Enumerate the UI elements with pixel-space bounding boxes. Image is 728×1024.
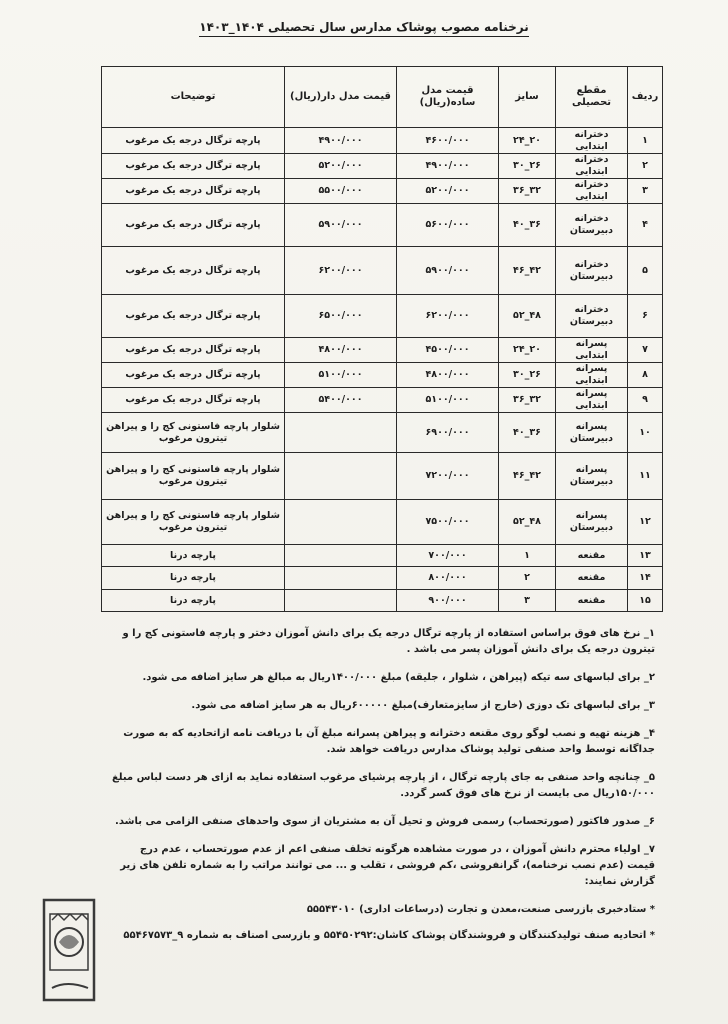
table-row [102, 413, 663, 453]
table-row [102, 388, 663, 413]
cell-notes: شلوار پارچه فاستونی کج را و پیراهن تیترون مرغوب [102, 453, 285, 500]
cell-price-model [285, 590, 397, 612]
cell-size: ۲۶_۳۰ [499, 154, 556, 179]
cell-size: ۲۶_۳۰ [499, 363, 556, 388]
cell-size: ۳۲_۳۶ [499, 388, 556, 413]
cell-price-simple: ۴۵۰۰/۰۰۰ [397, 338, 499, 363]
cell-size: ۳ [499, 590, 556, 612]
header-notes: توضیحات [102, 67, 285, 128]
cell-price-simple: ۶۹۰۰/۰۰۰ [397, 413, 499, 453]
table-body [102, 128, 663, 612]
contact-2: * اتحادیه صنف تولیدکنندگان و فروشندگان پوشاک کاشان:۵۵۴۵۰۲۹۲ و بازرسی اصناف به شماره ۹_۵۵۴۶۷۵۷۳ [123, 930, 655, 941]
cell-price-model [285, 500, 397, 545]
cell-notes: شلوار پارچه فاستونی کج را و پیراهن تیترون مرغوب [102, 500, 285, 545]
cell-price-simple: ۴۸۰۰/۰۰۰ [397, 363, 499, 388]
cell-row-number: ۴ [628, 204, 663, 247]
cell-size: ۲۰_۲۴ [499, 128, 556, 154]
header-level: مقطع تحصیلی [556, 67, 628, 128]
cell-notes: پارچه ترگال درجه یک مرغوب [102, 179, 285, 204]
cell-size: ۳۶_۴۰ [499, 204, 556, 247]
price-table [101, 66, 663, 612]
cell-size: ۴۲_۴۶ [499, 453, 556, 500]
table-row [102, 453, 663, 500]
cell-price-simple: ۴۹۰۰/۰۰۰ [397, 154, 499, 179]
cell-price-model [285, 545, 397, 567]
cell-level: مقنعه [556, 545, 628, 567]
cell-notes: پارچه درنا [102, 545, 285, 567]
cell-notes: شلوار پارچه فاستونی کج را و پیراهن تیترون مرغوب [102, 413, 285, 453]
cell-price-model: ۶۲۰۰/۰۰۰ [285, 247, 397, 295]
table-row [102, 500, 663, 545]
title-text: نرخنامه مصوب پوشاک مدارس سال تحصیلی ۱۴۰۴_۱۴۰۳ [199, 20, 528, 37]
note-6: ۶_ صدور فاکتور (صورتحساب) رسمی فروش و تحیل آن به مشتریان از سوی واحدهای صنفی الزامی می باشد. [115, 816, 655, 827]
cell-price-model: ۶۵۰۰/۰۰۰ [285, 295, 397, 338]
note-1: ۱_ نرخ های فوق براساس استفاده از پارچه ترگال درجه یک برای دانش آموزان دختر و پارچه فاستونی کج را و تیترون درجه یک برای دانش آموزان پسر می باشد . [122, 628, 655, 655]
cell-level: پسرانه دبیرستان [556, 453, 628, 500]
cell-price-simple: ۵۲۰۰/۰۰۰ [397, 179, 499, 204]
document-title [0, 20, 728, 34]
cell-level: پسرانه ابتدایی [556, 388, 628, 413]
cell-price-simple: ۵۹۰۰/۰۰۰ [397, 247, 499, 295]
cell-level: پسرانه ابتدایی [556, 363, 628, 388]
table-row [102, 363, 663, 388]
table-row [102, 295, 663, 338]
cell-notes: پارچه ترگال درجه یک مرغوب [102, 295, 285, 338]
table-row [102, 567, 663, 590]
notes-section [110, 626, 655, 956]
cell-row-number: ۱۰ [628, 413, 663, 453]
header-row-number: ردیف [628, 67, 663, 128]
cell-notes: پارچه ترگال درجه یک مرغوب [102, 128, 285, 154]
cell-price-model [285, 453, 397, 500]
cell-level: مقنعه [556, 590, 628, 612]
cell-price-simple: ۴۶۰۰/۰۰۰ [397, 128, 499, 154]
cell-notes: پارچه ترگال درجه یک مرغوب [102, 338, 285, 363]
cell-size: ۴۲_۴۶ [499, 247, 556, 295]
cell-level: پسرانه ابتدایی [556, 338, 628, 363]
header-price-simple: قیمت مدل ساده(ریال) [397, 67, 499, 128]
cell-price-simple: ۷۲۰۰/۰۰۰ [397, 453, 499, 500]
cell-price-model: ۴۹۰۰/۰۰۰ [285, 128, 397, 154]
note-4: ۴_ هزینه تهیه و نصب لوگو روی مقنعه دخترانه و پیراهن پسرانه مبلغ آن با دریافت نامه ازاتحادیه که به صورت جداگانه توسط واحد صنفی تولید پوشاک مدارس دریافت خواهد شد. [123, 728, 655, 755]
cell-price-model: ۵۱۰۰/۰۰۰ [285, 363, 397, 388]
table-row [102, 154, 663, 179]
contact-1: * ستادخبری بازرسی صنعت،معدن و تجارت (درساعات اداری) ۵۵۵۴۳۰۱۰ [306, 904, 655, 915]
cell-notes: پارچه ترگال درجه یک مرغوب [102, 388, 285, 413]
cell-row-number: ۱۱ [628, 453, 663, 500]
cell-size: ۴۸_۵۲ [499, 295, 556, 338]
cell-price-model: ۵۲۰۰/۰۰۰ [285, 154, 397, 179]
cell-level: دخترانه ابتدایی [556, 128, 628, 154]
cell-row-number: ۱۴ [628, 567, 663, 590]
note-7: ۷_ اولیاء محترم دانش آموزان ، در صورت مشاهده هرگونه تخلف صنفی اعم از عدم صورتحساب ، عدم درج قیمت (عدم نصب نرخنامه)، گرانفروشی ،کم فروشی ، تقلب و ... می توانند مراتب را به شماره تلفن های زیر گزارش نمایند: [120, 844, 655, 887]
header-price-model: قیمت مدل دار(ریال) [285, 67, 397, 128]
cell-price-simple: ۹۰۰/۰۰۰ [397, 590, 499, 612]
cell-size: ۱ [499, 545, 556, 567]
cell-row-number: ۵ [628, 247, 663, 295]
cell-level: دخترانه ابتدایی [556, 154, 628, 179]
table-row [102, 204, 663, 247]
cell-price-model [285, 567, 397, 590]
cell-size: ۳۲_۳۶ [499, 179, 556, 204]
cell-price-model: ۴۸۰۰/۰۰۰ [285, 338, 397, 363]
note-2: ۲_ برای لباسهای سه تیکه (پیراهن ، شلوار ، جلیقه) مبلغ ۱۴۰۰/۰۰۰ریال به مبالغ هر سایز اضافه می شود. [142, 672, 655, 683]
cell-price-simple: ۶۲۰۰/۰۰۰ [397, 295, 499, 338]
cell-level: مقنعه [556, 567, 628, 590]
table-row [102, 590, 663, 612]
cell-row-number: ۲ [628, 154, 663, 179]
cell-price-simple: ۷۵۰۰/۰۰۰ [397, 500, 499, 545]
cell-row-number: ۷ [628, 338, 663, 363]
cell-notes: پارچه ترگال درجه یک مرغوب [102, 154, 285, 179]
cell-size: ۴۸_۵۲ [499, 500, 556, 545]
note-3: ۳_ برای لباسهای تک دوزی (خارج از سایزمتعارف)مبلغ ۶۰۰۰۰۰ریال به هر سایز اضافه می شود. [191, 700, 655, 711]
cell-size: ۳۶_۴۰ [499, 413, 556, 453]
cell-price-model: ۵۵۰۰/۰۰۰ [285, 179, 397, 204]
table-row [102, 128, 663, 154]
cell-level: دخترانه دبیرستان [556, 295, 628, 338]
cell-row-number: ۱۳ [628, 545, 663, 567]
cell-level: دخترانه ابتدایی [556, 179, 628, 204]
cell-price-simple: ۵۶۰۰/۰۰۰ [397, 204, 499, 247]
note-5: ۵_ چنانچه واحد صنفی به جای پارچه ترگال ، از پارچه پرشیای مرغوب استفاده نماید به ازای هر دست لباس مبلغ ۱۵۰/۰۰۰ریال می بایست از نرخ های فوق کسر گردد. [111, 772, 655, 799]
cell-price-model: ۵۹۰۰/۰۰۰ [285, 204, 397, 247]
cell-row-number: ۸ [628, 363, 663, 388]
cell-price-model [285, 413, 397, 453]
cell-notes: پارچه ترگال درجه یک مرغوب [102, 363, 285, 388]
cell-row-number: ۳ [628, 179, 663, 204]
cell-row-number: ۱۲ [628, 500, 663, 545]
cell-level: دخترانه دبیرستان [556, 204, 628, 247]
table-row [102, 247, 663, 295]
cell-price-simple: ۵۱۰۰/۰۰۰ [397, 388, 499, 413]
cell-price-simple: ۸۰۰/۰۰۰ [397, 567, 499, 590]
table-row [102, 179, 663, 204]
table-row [102, 545, 663, 567]
cell-notes: پارچه ترگال درجه یک مرغوب [102, 247, 285, 295]
cell-level: پسرانه دبیرستان [556, 500, 628, 545]
cell-row-number: ۱ [628, 128, 663, 154]
cell-notes: پارچه درنا [102, 590, 285, 612]
cell-notes: پارچه ترگال درجه یک مرغوب [102, 204, 285, 247]
cell-row-number: ۱۵ [628, 590, 663, 612]
cell-row-number: ۹ [628, 388, 663, 413]
cell-price-model: ۵۴۰۰/۰۰۰ [285, 388, 397, 413]
cell-level: دخترانه دبیرستان [556, 247, 628, 295]
cell-level: پسرانه دبیرستان [556, 413, 628, 453]
cell-notes: پارچه درنا [102, 567, 285, 590]
cell-row-number: ۶ [628, 295, 663, 338]
cell-size: ۲ [499, 567, 556, 590]
header-size: سایز [499, 67, 556, 128]
table-row [102, 338, 663, 363]
stamp-seal-icon [14, 880, 102, 1020]
table-header-row [102, 67, 663, 128]
cell-size: ۲۰_۲۴ [499, 338, 556, 363]
cell-price-simple: ۷۰۰/۰۰۰ [397, 545, 499, 567]
